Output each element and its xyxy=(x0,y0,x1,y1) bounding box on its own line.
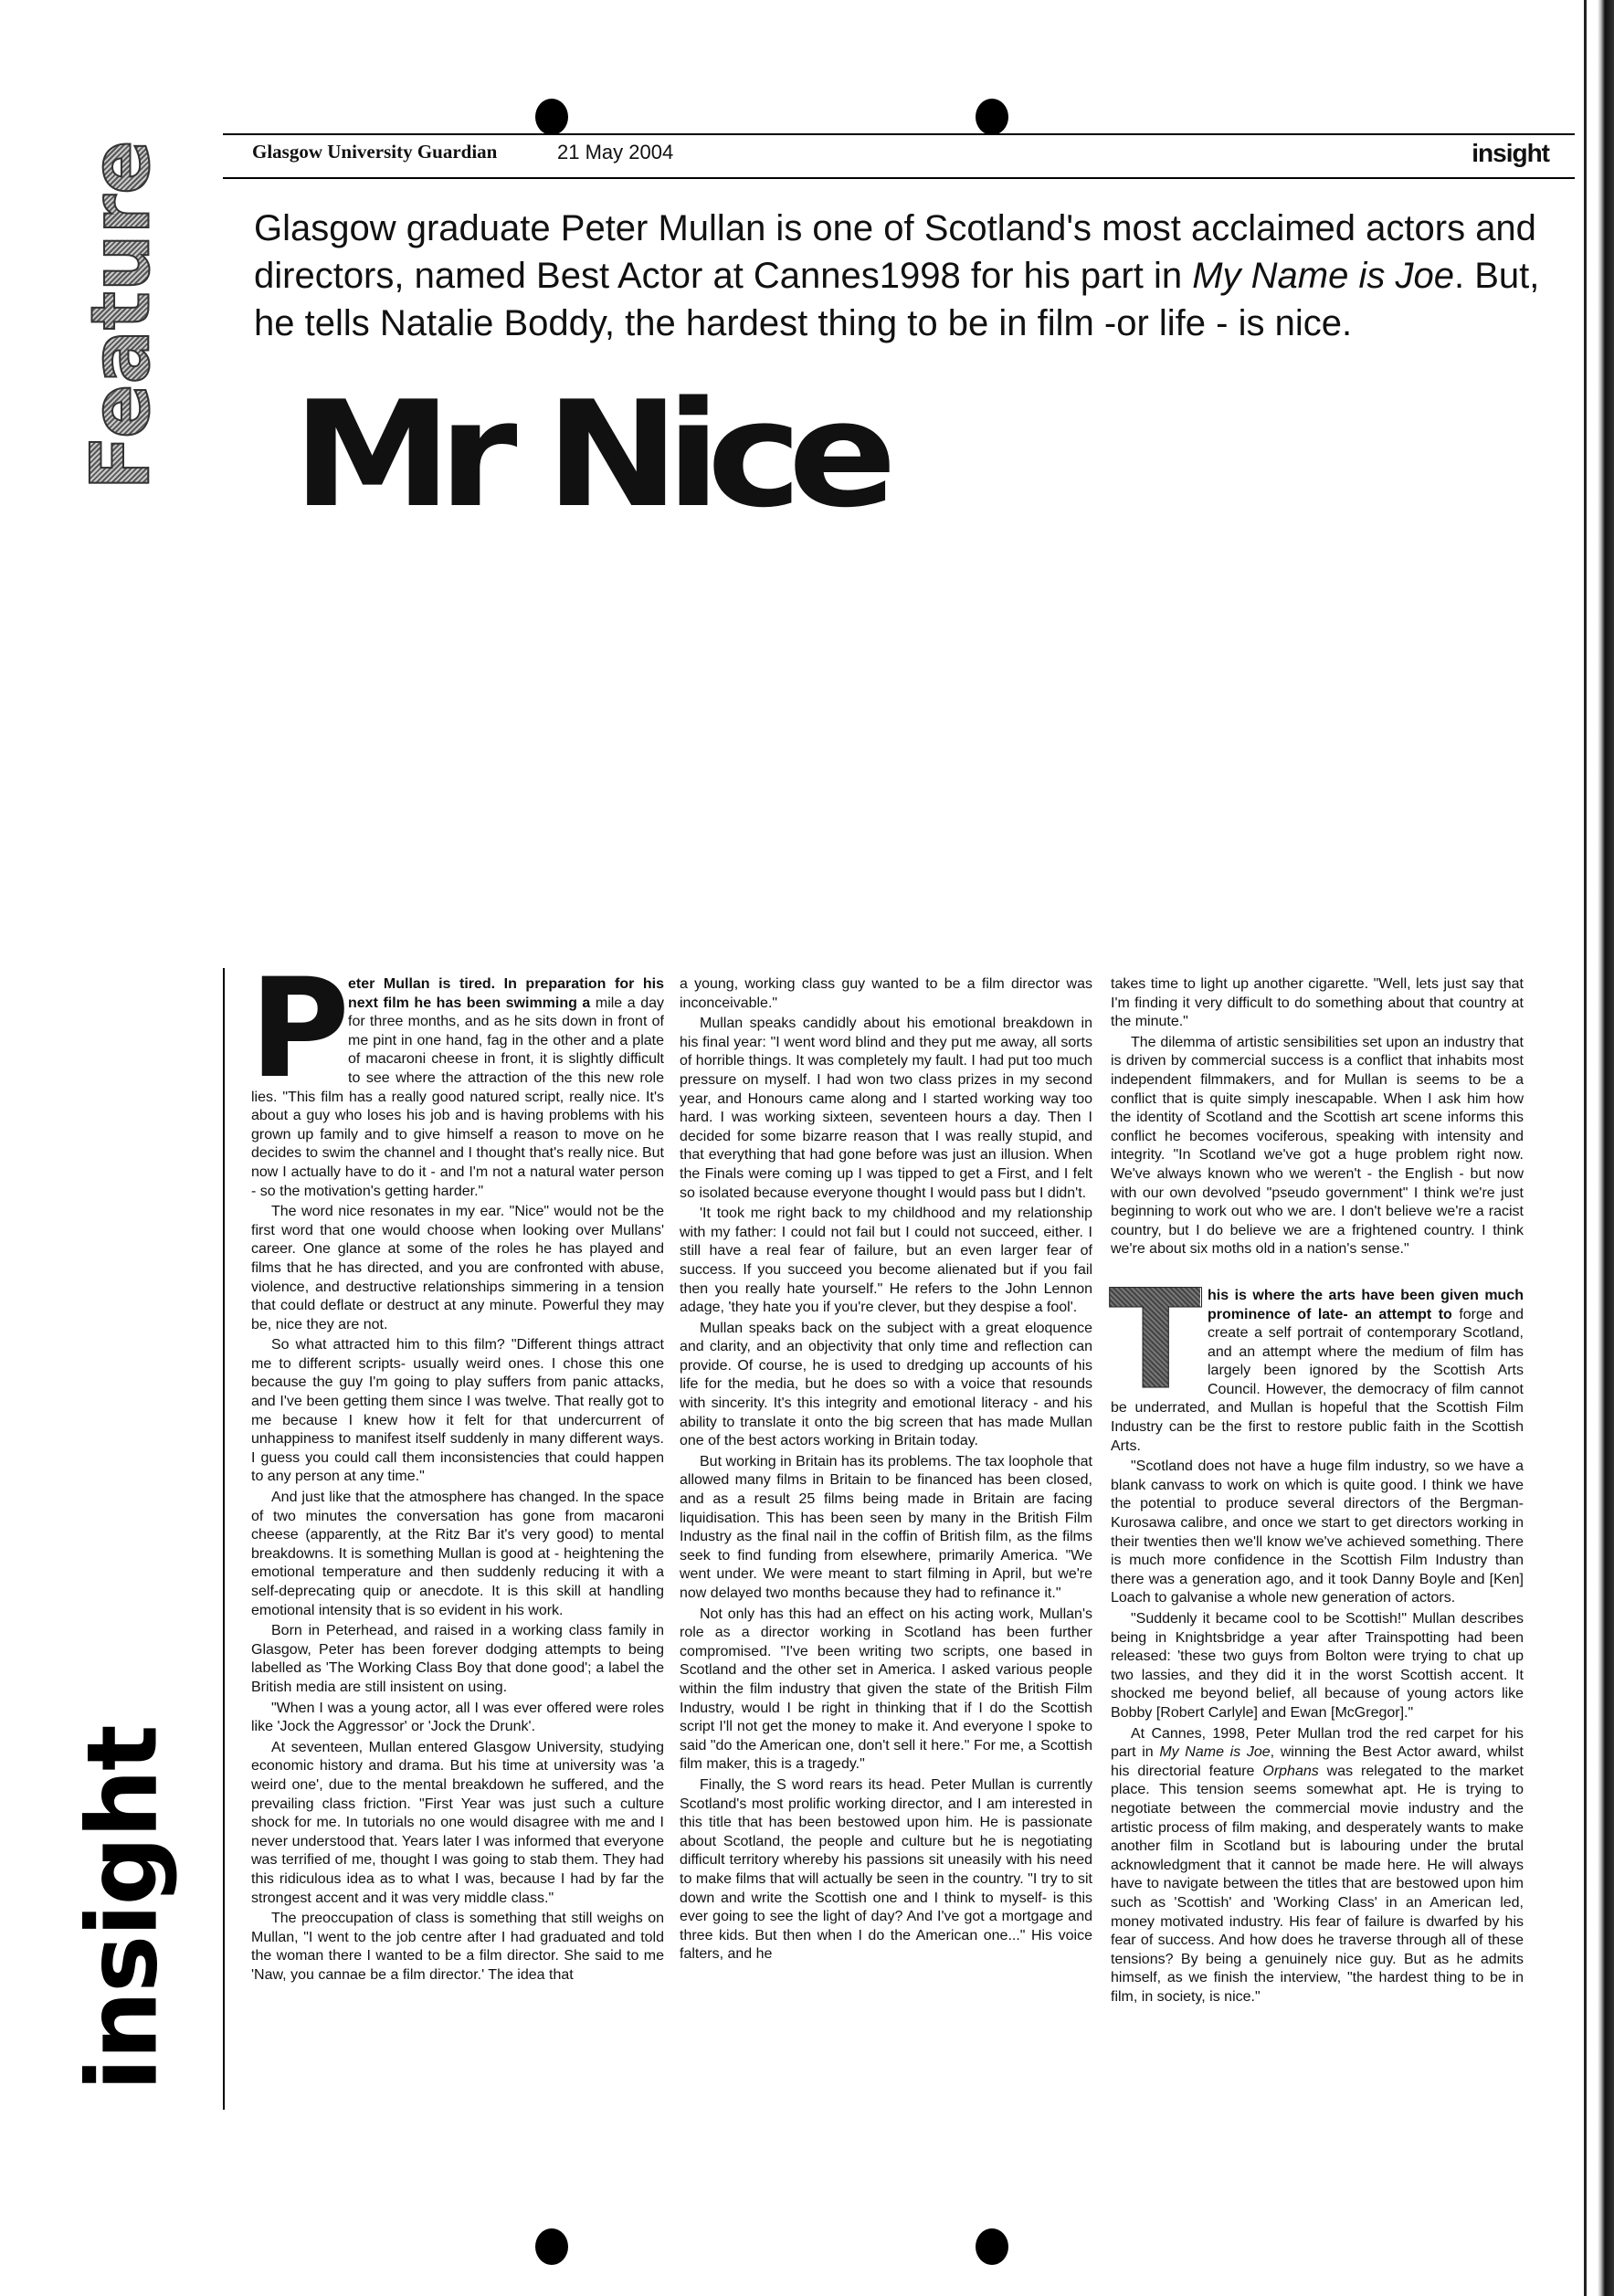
binder-hole xyxy=(535,99,568,135)
binder-hole xyxy=(976,99,1008,135)
paragraph: The word nice resonates in my ear. "Nice" would not be the first word that one would choose when looking over Mullans' career. One glance at some of the roles he has played and films that he has directed, and you are confronted with abuse, violence, and destructive relationships simmering in a tension that could deflate or destruct at any minute. Powerful they may be, nice they are not. xyxy=(251,1204,664,1332)
paragraph: "When I was a young actor, all I was ever offered were roles like 'Jock the Aggressor' or 'Jock the Drunk'. xyxy=(251,1700,664,1735)
scan-edge xyxy=(1598,0,1614,2296)
article-column-2 xyxy=(680,975,1092,1966)
binder-hole xyxy=(976,2228,1008,2265)
section-name: insight xyxy=(1472,139,1549,167)
paragraph: Mullan speaks back on the subject with a great eloquence and clarity, and an objectivity that only time and reflection can provide. Of course, he is used to dredging up accounts of his life for the media, but he does so with a voice that resounds with sincerity. It's this integrity and emotional literacy - and his ability to translate it onto the big screen that has made Mullan one of the best actors working in Britain today. xyxy=(680,1320,1092,1449)
paragraph: takes time to light up another cigarette. "Well, lets just say that I'm finding it very difficult to do something about that country at the minute." xyxy=(1111,976,1524,1030)
article-column-3 xyxy=(1111,975,1524,2008)
drop-cap: T xyxy=(1109,1260,1203,1420)
paragraph: Not only has this had an effect on his acting work, Mullan's role as a director working in Scotland has been further compromised. "I've been writing two scripts, one based in Scotland and the other set in America. I asked various people within the film industry that given the state of the British Film Industry, would I be right in thinking that if I do the Scottish script I'll not get the money to make it. And everyone I spoke to said "do the American one, don't sell it here." For me, a Scottish film maker, this is a tragedy." xyxy=(680,1606,1092,1773)
paragraph: 'It took me right back to my childhood and my relationship with my father: I could not fail but I could not succeed, either. I still have a real fear of failure, but an even larger fear of success. If you succeed you become alienated but if you fail then you really hate yourself." He refers to the John Lennon adage, 'they hate you if you're clever, but they despise a fool'. xyxy=(680,1206,1092,1316)
column-rule xyxy=(223,968,225,2110)
publication-name: Glasgow University Guardian xyxy=(252,141,498,163)
paragraph: Born in Peterhead, and raised in a working class family in Glasgow, Peter has been forever dodging attempts to being labelled as 'The Working Class Boy that done good'; a label the British media are still insistent on using. xyxy=(251,1623,664,1695)
paragraph: The preoccupation of class is something that still weighs on Mullan, "I went to the job centre after I had graduated and told the woman there I wanted to be a film director. She said to me 'Naw, you cannae be a film director.' The idea that xyxy=(251,1911,664,1983)
paragraph: But working in Britain has its problems. The tax loophole that allowed many films in Britain to be financed has been closed, and as a result 25 films being made in Britain are facing liquidisation. This has been seen by many in the British Film Industry as the final nail in the coffin of British film, as the films seek to find funding from elsewhere, primarily America. "We went under. We were meant to start filming in April, but we're now delayed two months because they had to refinance it." xyxy=(680,1453,1092,1601)
paragraph: Finally, the S word rears its head. Peter Mullan is currently Scotland's most prolific working director, and I am interested in this title that has been bestowed upon him. He is passionate about Scotland, the people and culture but he is negotiating difficult territory whereby his passions sit uneasily with his need to make films that will actually be seen in the country. "I try to sit down and write the Scottish one and I think to myself- is this ever going to see the light of day? And I've got a mortgage and three kids. But then when I do the American one..." His voice falters, and he xyxy=(680,1776,1092,1963)
paragraph: a young, working class guy wanted to be a film director was inconceivable." xyxy=(680,976,1092,1011)
paragraph: And just like that the atmosphere has changed. In the space of two minutes the conversation has gone from macaroni cheese (apparently, at the Ritz Bar it's very good) to mental breakdowns. It is something Mullan is good at - heightening the emotional temperature and then suddenly reducing it with a self-deprecating quip or anecdote. It is this skill at handling emotional intensity that is so evident in his work. xyxy=(251,1490,664,1618)
scan-margin-line xyxy=(1584,0,1587,2296)
page-header xyxy=(223,133,1575,179)
paragraph: The dilemma of artistic sensibilities set upon an industry that is driven by commercial success is a conflict that inhabits most independent filmmakers, and for Mullan is seems to be a conflict that is quite simply inescapable. When I ask him how the identity of Scotland and the Scottish art scene informs this conflict he becomes vociferous, speaking with intensity and integrity. "In Scotland we've got a huge problem right now. We've always known who we weren't - the English - but now with our own devolved "pseudo government" I think we're just beginning to work out who we are. I don't believe we're a racist country, but I do believe we are a frightened country. I think we're about six moths old in a nation's sense." xyxy=(1111,1034,1524,1258)
paragraph: So what attracted him to this film? "Different things attract me to different scripts- usually weird ones. I chose this one because the guy I'm going to play suffers from panic attacks, and I've been getting them since I was twelve. That really got to me because I knew how it felt for that undercurrent of unhappiness to manifest itself suddenly in many different ways. I guess you could call them inconsistencies that could happen to any person at any time." xyxy=(251,1337,664,1485)
lead-text: his is where the arts have been given much prominence of late- an attempt to xyxy=(1208,1287,1524,1322)
film-title: My Name is Joe xyxy=(1159,1744,1271,1761)
headline: Mr Nice xyxy=(292,369,883,540)
paragraph: P eter Mullan is tired. In preparation for his next film he has been swimming a mile a day for three months, and as he sits down in front of me pint in one hand, fag in the other and a plate of macaroni cheese in front, it is slightly difficult to see where the attraction of the this new role lies. "This film has a really good natured script, really nice. It's about a guy who loses his job and is having problems with his grown up family and to give himself a reason to move on he decides to swim the channel and I thought that's really nice. But now I actually have to do it - and I'm not a natural water person - so the motivation's getting harder." xyxy=(249,950,664,1199)
lead-text: eter Mullan is tired. In preparation for his next film he has been swimming a xyxy=(348,976,664,1011)
standfirst: Glasgow graduate Peter Mullan is one of Scotland's most acclaimed actors and directors, named Best Actor at Cannes1998 for his part in My Name is Joe. But, he tells Natalie Boddy, the hardest thing to be in film -or life - is nice. xyxy=(254,208,1540,343)
binder-hole xyxy=(535,2228,568,2265)
side-label-feature: Feature xyxy=(73,140,168,490)
paragraph: Mullan speaks candidly about his emotional breakdown in his final year: "I went word blind and they put me away, all sorts of horrible things. It was completely my fault. I had put too much pressure on myself. I had won two class prizes in my second year, and Honours came along and I started working way too hard. I was working sixteen, seventeen hours a day. Then I decided for some bizarre reason that I was really stupid, and that everything that had gone before was just an illusion. When the Finals were coming up I was tipped to get a First, and I felt so isolated because everyone thought I would pass but I didn't. xyxy=(680,1016,1092,1201)
paragraph: "Scotland does not have a huge film industry, so we have a blank canvass to work on which is quite good. I think we have the potential to produce several directors of the Bergman-Kurosawa calibre, and once we start to get directors working in their twenties then we'll know we've achieved something. There is much more confidence in the Scottish Film Industry than there was a generation ago, and it took Danny Boyle and [Ken] Loach to galvanise a whole new generation of actors. xyxy=(1111,1459,1524,1606)
side-label-insight: insight xyxy=(66,1726,179,2091)
paragraph: At Cannes, 1998, Peter Mullan trod the red carpet for his part in My Name is Joe, winning the Best Actor award, whilst his directorial feature Orphans was relegated to the market place. This tension seems somewhat apt. He is trying to negotiate between the commercial movie industry and the artistic process of film making, and desperately wants to make another film in Scotland but is labouring under the brutal acknowledgment that it cannot be made here. He will always have to navigate between the titles that are bestowed upon him such as 'Scottish' and 'Working Class' in an American led, money motivated industry. His fear of failure is dwarfed by his fear of success. And how does he traverse through all of these tensions? By being a genuinely nice guy. But as he admits himself, as we finish the interview, "the hardest thing to be in film, in society, is nice." xyxy=(1111,1725,1524,2005)
paragraph: At seventeen, Mullan entered Glasgow University, studying economic history and drama. But his time at university was 'a weird one', due to the mental breakdown he suffered, and the prevailing class friction. "First Year was just such a culture shock for me. In tutorials no one would disagree with me and I never understood that. Years later I was informed that everyone was terrified of me, thought I was going to stab them. They had this ridiculous idea as to what I was, because I had by far the strongest accent and it was very middle class." xyxy=(251,1739,664,1906)
paragraph: T his is where the arts have been given much prominence of late- an attempt to forge and create a self portrait of contemporary Scotland, and an attempt where the medium of film has largely been ignored by the Scottish Arts Council. However, the democracy of film cannot be underrated, and Mullan is hopeful that the Scottish Film Industry can be the first to restore public faith in the Scottish Arts. xyxy=(1109,1260,1524,1454)
issue-date: 21 May 2004 xyxy=(557,141,674,163)
drop-cap: P xyxy=(249,950,350,1109)
article-column-1 xyxy=(249,950,664,1986)
paragraph: "Suddenly it became cool to be Scottish!" Mullan describes being in Knightsbridge a year after Trainspotting had been released: 'these two guys from Bolton were trying to chat up two lassies, and they did it in the worst Scottish accent. It shocked me beyond belief, all because of young actors like Bobby [Robert Carlyle] and Ewan [McGregor]." xyxy=(1111,1611,1524,1721)
film-title: Orphans xyxy=(1262,1763,1319,1779)
film-title: My Name is Joe xyxy=(1192,256,1454,296)
